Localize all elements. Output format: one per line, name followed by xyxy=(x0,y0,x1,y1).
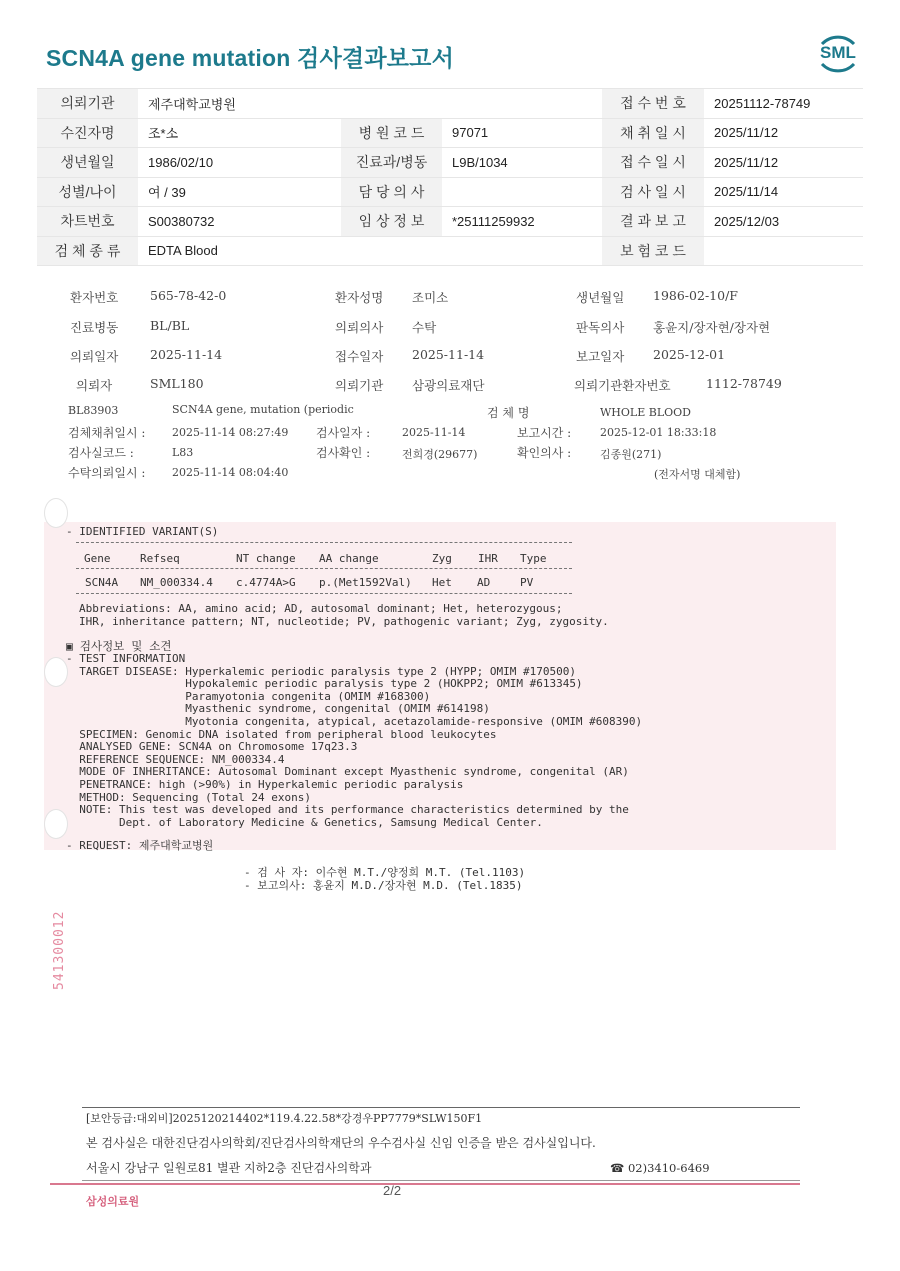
result-report-value: 2025/12/03 xyxy=(704,207,863,237)
scan-req-org-patient: 1112-78749 xyxy=(706,376,782,391)
scan-lab-code-label: 검사실코드 : xyxy=(68,446,134,460)
scan-patient-no: 565-78-42-0 xyxy=(150,288,227,303)
clinical-info-value: *25111259932 xyxy=(442,207,602,237)
col-refseq: Refseq xyxy=(140,552,180,565)
phone-line: ☎ 02)3410-6469 xyxy=(610,1161,710,1175)
info-line: Dept. of Laboratory Medicine & Genetics, Samsung Medical Center. xyxy=(66,815,543,829)
info-line: REFERENCE SEQUENCE: NM_000334.4 xyxy=(66,752,285,766)
punch-hole-middle xyxy=(44,657,68,687)
test-info-heading: ▣ 검사정보 및 소견 xyxy=(66,639,172,653)
variants-heading: - IDENTIFIED VARIANT(S) xyxy=(66,525,219,538)
sex-age-label: 성별/나이 xyxy=(37,177,138,207)
scan-req-org-label: 의뢰기관 xyxy=(335,378,384,393)
info-line: MODE OF INHERITANCE: Autosomal Dominant except Myasthenic syndrome, congenital (AR) xyxy=(66,765,629,779)
attending-doctor-label: 담 당 의 사 xyxy=(341,177,442,207)
receipt-no-value: 20251112-78749 xyxy=(704,89,863,119)
patient-name-value: 조*소 xyxy=(138,118,341,148)
col-zyg: Zyg xyxy=(432,552,452,565)
test-date-label: 검 사 일 시 xyxy=(602,177,704,207)
birth-date-value: 1986/02/10 xyxy=(138,148,341,178)
info-line: Myotonia congenita, atypical, acetazolamide-responsive (OMIM #608390) xyxy=(66,715,643,728)
cell-type: PV xyxy=(520,576,534,589)
hospital-code-label: 병 원 코 드 xyxy=(341,118,442,148)
request-line: - REQUEST: 제주대학교병원 xyxy=(66,839,214,852)
report-title: SCN4A gene mutation 검사결과보고서 xyxy=(46,45,454,71)
scan-collect-label: 검체채취일시 : xyxy=(68,426,146,440)
variants-rule-2 xyxy=(76,568,572,569)
scan-requester-label: 의뢰자 xyxy=(76,378,113,393)
scan-consign: 2025-11-14 08:04:40 xyxy=(172,466,289,479)
scan-patient-no-label: 환자번호 xyxy=(70,290,119,305)
scan-reading-doctor-label: 판독의사 xyxy=(576,320,625,335)
scan-req-date-label: 의뢰일자 xyxy=(70,349,119,364)
requesting-org-value: 제주대학교병원 xyxy=(138,89,341,119)
department-label: 진료과/병동 xyxy=(341,148,442,178)
abbreviations-line-1: Abbreviations: AA, amino acid; AD, autosomal dominant; Het, heterozygous; xyxy=(79,602,563,615)
scan-collect: 2025-11-14 08:27:49 xyxy=(172,426,289,439)
scan-test-date-label: 검사일자 : xyxy=(316,426,371,440)
info-line: Hypokalemic periodic paralysis type 2 (HOKPP2; OMIM #613345) xyxy=(66,677,583,691)
col-nt-change: NT change xyxy=(236,552,296,565)
scan-dept: BL/BL xyxy=(150,318,190,333)
result-report-label: 결 과 보 고 xyxy=(602,207,704,237)
receipt-date-value: 2025/11/12 xyxy=(704,148,863,178)
insurance-code-value xyxy=(704,236,863,266)
info-line: Paramyotonia congenita (OMIM #168300) xyxy=(66,689,431,703)
scan-consign-label: 수탁의뢰일시 : xyxy=(68,466,146,480)
scan-patient-name-label: 환자성명 xyxy=(335,290,384,305)
info-line: - TEST INFORMATION xyxy=(66,652,186,665)
col-ihr: IHR xyxy=(478,552,498,565)
scan-req-doctor-label: 의뢰의사 xyxy=(335,320,384,335)
receipt-date-label: 접 수 일 시 xyxy=(602,148,704,178)
cell-refseq: NM_000334.4 xyxy=(140,576,213,589)
scan-req-date: 2025-11-14 xyxy=(150,347,223,362)
scan-test-confirm-label: 검사확인 : xyxy=(316,446,371,460)
scan-req-org: 삼광의료재단 xyxy=(412,378,485,393)
specimen-type-value: EDTA Blood xyxy=(138,236,341,266)
page-number: 2/2 xyxy=(383,1183,402,1198)
insurance-code-label: 보 험 코 드 xyxy=(602,236,704,266)
cell-zyg: Het xyxy=(432,576,452,589)
scan-req-org-patient-label: 의뢰기관환자번호 xyxy=(574,378,671,393)
info-line: ANALYSED GENE: SCN4A on Chromosome 17q23.3 xyxy=(66,740,358,754)
sml-logo: SML xyxy=(814,30,862,78)
requesting-org-label: 의뢰기관 xyxy=(37,89,138,119)
footer-rule-pink xyxy=(50,1183,800,1185)
footer-top-rule xyxy=(82,1107,800,1108)
certification-line: 본 검사실은 대한진단검사의학회/진단검사의학재단의 우수검사실 신임 인증을 받은 검사실입니다. xyxy=(86,1136,596,1150)
specimen-barcode-number: 541300012 xyxy=(52,910,67,990)
tester-line: - 검 사 자: 이수현 M.T./양정희 M.T. (Tel.1103) xyxy=(244,866,526,879)
variants-rule-1 xyxy=(76,542,572,543)
chart-no-label: 차트번호 xyxy=(37,207,138,237)
info-line: METHOD: Sequencing (Total 24 exons) xyxy=(66,790,312,804)
col-gene: Gene xyxy=(84,552,111,565)
scan-report-date: 2025-12-01 xyxy=(653,347,726,362)
scan-dob: 1986-02-10/F xyxy=(653,288,738,303)
scan-test-confirm: 전희경(29677) xyxy=(402,448,478,461)
info-line: PENETRANCE: high (>90%) in Hyperkalemic periodic paralysis xyxy=(66,778,464,791)
attending-doctor-value xyxy=(442,177,602,207)
test-date-value: 2025/11/14 xyxy=(704,177,863,207)
variants-rule-3 xyxy=(76,593,572,594)
info-line: SPECIMEN: Genomic DNA isolated from peripheral blood leukocytes xyxy=(66,727,497,741)
footer-rule-black xyxy=(82,1180,800,1181)
scan-specimen-label: 검 체 명 xyxy=(487,406,530,420)
hospital-code-value: 97071 xyxy=(442,118,602,148)
sex-age-value: 여 / 39 xyxy=(138,177,341,207)
patient-name-label: 수진자명 xyxy=(37,118,138,148)
scan-dob-label: 생년월일 xyxy=(576,290,625,305)
info-line: TARGET DISEASE: Hyperkalemic periodic paralysis type 2 (HYPP; OMIM #170500) xyxy=(66,664,576,678)
collection-date-value: 2025/11/12 xyxy=(704,118,863,148)
cell-gene: SCN4A xyxy=(85,576,119,589)
clinical-info-label: 임 상 정 보 xyxy=(341,207,442,237)
scan-requester: SML180 xyxy=(150,376,204,391)
scan-lab-code: L83 xyxy=(172,446,194,459)
reporter-line: - 보고의사: 홍윤지 M.D./장자현 M.D. (Tel.1835) xyxy=(244,879,523,892)
scan-report-date-label: 보고일자 xyxy=(576,349,625,364)
info-line: NOTE: This test was developed and its performance characteristics determined by the xyxy=(66,803,629,817)
scan-confirm-doctor: 김종원(271) xyxy=(600,448,662,461)
scan-reading-doctor: 홍윤지/장자현/장자현 xyxy=(653,320,771,335)
cell-ihr: AD xyxy=(477,576,491,589)
col-aa-change: AA change xyxy=(319,552,379,565)
cell-nt-change: c.4774A>G xyxy=(236,576,296,589)
hospital-name: 삼성의료원 xyxy=(86,1195,140,1208)
cell-aa-change: p.(Met1592Val) xyxy=(319,576,412,589)
scan-req-doctor: 수탁 xyxy=(412,320,437,335)
col-type: Type xyxy=(520,552,547,565)
header-info-table xyxy=(37,88,863,266)
scan-test-date: 2025-11-14 xyxy=(402,426,466,439)
abbreviations-line-2: IHR, inheritance pattern; NT, nucleotide; PV, pathogenic variant; Zyg, zygosity. xyxy=(79,615,609,628)
scan-report-time: 2025-12-01 18:33:18 xyxy=(600,426,717,439)
receipt-no-label: 접 수 번 호 xyxy=(602,89,704,119)
department-value: L9B/1034 xyxy=(442,148,602,178)
scan-dept-label: 진료병동 xyxy=(70,320,119,335)
scan-recv-date: 2025-11-14 xyxy=(412,347,485,362)
scan-patient-name: 조미소 xyxy=(412,290,449,305)
collection-date-label: 채 취 일 시 xyxy=(602,118,704,148)
scan-recv-date-label: 접수일자 xyxy=(335,349,384,364)
scan-report-time-label: 보고시간 : xyxy=(517,426,572,440)
birth-date-label: 생년월일 xyxy=(37,148,138,178)
scan-specimen: WHOLE BLOOD xyxy=(600,406,691,419)
scan-test-name: SCN4A gene, mutation (periodic xyxy=(172,403,354,416)
chart-no-value: S00380732 xyxy=(138,207,341,237)
security-line: [보안등급:대외비]2025120214402*119.4.22.58*강경우PP7779*SLW150F1 xyxy=(86,1112,483,1125)
info-line: Myasthenic syndrome, congenital (OMIM #614198) xyxy=(66,702,490,716)
scan-confirm-doctor-label: 확인의사 : xyxy=(517,446,572,460)
scan-esign: (전자서명 대체함) xyxy=(654,468,741,481)
specimen-type-label: 검 체 종 류 xyxy=(37,236,138,266)
punch-hole-bottom xyxy=(44,809,68,839)
punch-hole-top xyxy=(44,498,68,528)
address-line: 서울시 강남구 일원로81 별관 지하2층 진단검사의학과 xyxy=(86,1161,372,1175)
scan-bl-code: BL83903 xyxy=(68,404,119,417)
